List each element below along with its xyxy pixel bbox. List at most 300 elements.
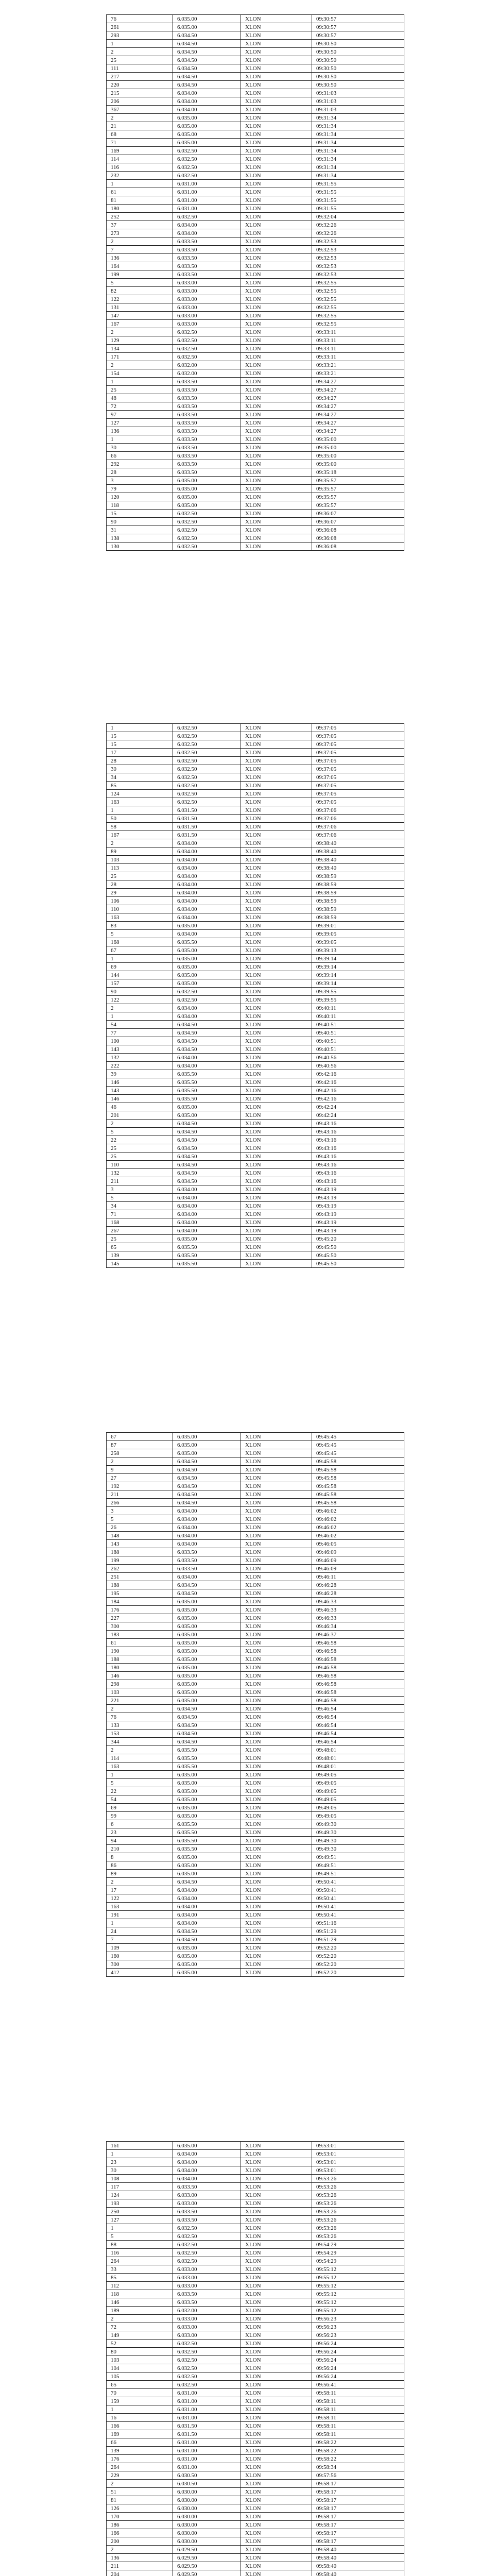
venue-cell: XLON bbox=[241, 1581, 312, 1589]
table-row bbox=[107, 749, 404, 757]
time-cell: 09:36:08 bbox=[312, 526, 404, 534]
table-row bbox=[107, 2331, 404, 2340]
volume-cell: 146 bbox=[107, 1078, 173, 1087]
table-row bbox=[107, 1804, 404, 1812]
time-cell: 09:31:55 bbox=[312, 180, 404, 188]
time-cell: 09:32:53 bbox=[312, 254, 404, 262]
volume-cell: 2 bbox=[107, 361, 173, 369]
time-cell: 09:35:57 bbox=[312, 501, 404, 510]
volume-cell: 124 bbox=[107, 2191, 173, 2199]
time-cell: 09:37:05 bbox=[312, 724, 404, 732]
table-row bbox=[107, 526, 404, 534]
volume-cell: 17 bbox=[107, 749, 173, 757]
venue-cell: XLON bbox=[241, 2422, 312, 2430]
time-cell: 09:46:58 bbox=[312, 1655, 404, 1664]
table-row bbox=[107, 40, 404, 48]
volume-cell: 169 bbox=[107, 147, 173, 155]
volume-cell: 66 bbox=[107, 2438, 173, 2447]
time-cell: 09:40:51 bbox=[312, 1037, 404, 1045]
time-cell: 09:30:50 bbox=[312, 40, 404, 48]
table-row bbox=[107, 988, 404, 996]
time-cell: 09:38:59 bbox=[312, 913, 404, 922]
time-cell: 09:49:51 bbox=[312, 1870, 404, 1878]
table-row bbox=[107, 1919, 404, 1927]
venue-cell: XLON bbox=[241, 477, 312, 485]
venue-cell: XLON bbox=[241, 1021, 312, 1029]
venue-cell: XLON bbox=[241, 880, 312, 889]
time-cell: 09:45:50 bbox=[312, 1243, 404, 1251]
time-cell: 09:46:02 bbox=[312, 1515, 404, 1523]
price-cell: 6.030.00 bbox=[173, 2496, 241, 2504]
volume-cell: 169 bbox=[107, 2430, 173, 2438]
table-row bbox=[107, 1969, 404, 1977]
price-cell: 6.034.00 bbox=[173, 1054, 241, 1062]
volume-cell: 132 bbox=[107, 1169, 173, 1177]
table-row bbox=[107, 1458, 404, 1466]
volume-cell: 166 bbox=[107, 2529, 173, 2537]
price-cell: 6.032.50 bbox=[173, 2232, 241, 2241]
volume-cell: 2 bbox=[107, 1458, 173, 1466]
volume-cell: 266 bbox=[107, 1499, 173, 1507]
venue-cell: XLON bbox=[241, 1474, 312, 1482]
table-row bbox=[107, 501, 404, 510]
venue-cell: XLON bbox=[241, 1260, 312, 1268]
volume-cell: 1 bbox=[107, 2224, 173, 2232]
time-cell: 09:37:05 bbox=[312, 798, 404, 806]
table-row bbox=[107, 427, 404, 435]
time-cell: 09:55:12 bbox=[312, 2265, 404, 2274]
price-cell: 6.034.00 bbox=[173, 97, 241, 106]
table-row bbox=[107, 1936, 404, 1944]
price-cell: 6.034.50 bbox=[173, 1458, 241, 1466]
time-cell: 09:32:53 bbox=[312, 270, 404, 279]
price-cell: 6.034.00 bbox=[173, 1218, 241, 1227]
venue-cell: XLON bbox=[241, 2199, 312, 2208]
venue-cell: XLON bbox=[241, 1820, 312, 1828]
price-cell: 6.034.00 bbox=[173, 1202, 241, 1210]
price-cell: 6.035.00 bbox=[173, 946, 241, 955]
table-row bbox=[107, 81, 404, 89]
time-cell: 09:46:05 bbox=[312, 1540, 404, 1548]
table-row bbox=[107, 1631, 404, 1639]
venue-cell: XLON bbox=[241, 1120, 312, 1128]
price-cell: 6.033.50 bbox=[173, 460, 241, 468]
table-row bbox=[107, 23, 404, 31]
price-cell: 6.034.50 bbox=[173, 1144, 241, 1153]
time-cell: 09:46:33 bbox=[312, 1614, 404, 1622]
price-cell: 6.033.00 bbox=[173, 2274, 241, 2282]
price-cell: 6.031.50 bbox=[173, 806, 241, 815]
table-row bbox=[107, 1672, 404, 1680]
price-cell: 6.035.00 bbox=[173, 1622, 241, 1631]
price-cell: 6.032.50 bbox=[173, 2257, 241, 2265]
volume-cell: 1 bbox=[107, 724, 173, 732]
time-cell: 09:35:57 bbox=[312, 493, 404, 501]
venue-cell: XLON bbox=[241, 534, 312, 543]
venue-cell: XLON bbox=[241, 526, 312, 534]
volume-cell: 220 bbox=[107, 81, 173, 89]
volume-cell: 81 bbox=[107, 196, 173, 205]
time-cell: 09:35:57 bbox=[312, 485, 404, 493]
price-cell: 6.033.50 bbox=[173, 419, 241, 427]
time-cell: 09:31:34 bbox=[312, 139, 404, 147]
time-cell: 09:31:34 bbox=[312, 147, 404, 155]
table-row bbox=[107, 2348, 404, 2356]
table-row bbox=[107, 979, 404, 988]
time-cell: 09:45:58 bbox=[312, 1474, 404, 1482]
table-row bbox=[107, 361, 404, 369]
price-cell: 6.034.00 bbox=[173, 221, 241, 229]
table-row bbox=[107, 336, 404, 345]
volume-cell: 188 bbox=[107, 1655, 173, 1664]
venue-cell: XLON bbox=[241, 823, 312, 831]
price-cell: 6.032.50 bbox=[173, 526, 241, 534]
venue-cell: XLON bbox=[241, 1795, 312, 1804]
table-row bbox=[107, 353, 404, 361]
table-row bbox=[107, 971, 404, 979]
volume-cell: 23 bbox=[107, 2158, 173, 2166]
volume-cell: 120 bbox=[107, 493, 173, 501]
trades-table-body bbox=[107, 2142, 404, 2576]
price-cell: 6.034.00 bbox=[173, 1894, 241, 1903]
time-cell: 09:46:34 bbox=[312, 1622, 404, 1631]
time-cell: 09:50:41 bbox=[312, 1894, 404, 1903]
price-cell: 6.034.00 bbox=[173, 930, 241, 938]
table-row bbox=[107, 1556, 404, 1565]
volume-cell: 124 bbox=[107, 790, 173, 798]
venue-cell: XLON bbox=[241, 81, 312, 89]
price-cell: 6.035.00 bbox=[173, 1787, 241, 1795]
table-row bbox=[107, 1886, 404, 1894]
price-cell: 6.035.00 bbox=[173, 114, 241, 122]
time-cell: 09:50:41 bbox=[312, 1878, 404, 1886]
price-cell: 6.032.50 bbox=[173, 155, 241, 163]
venue-cell: XLON bbox=[241, 2529, 312, 2537]
table-row bbox=[107, 1169, 404, 1177]
price-cell: 6.031.00 bbox=[173, 2405, 241, 2414]
venue-cell: XLON bbox=[241, 402, 312, 411]
time-cell: 09:30:50 bbox=[312, 48, 404, 56]
time-cell: 09:42:24 bbox=[312, 1103, 404, 1111]
time-cell: 09:46:28 bbox=[312, 1581, 404, 1589]
price-cell: 6.032.50 bbox=[173, 345, 241, 353]
price-cell: 6.035.00 bbox=[173, 1960, 241, 1969]
table-row bbox=[107, 2480, 404, 2488]
price-cell: 6.031.50 bbox=[173, 815, 241, 823]
time-cell: 09:50:41 bbox=[312, 1911, 404, 1919]
table-row bbox=[107, 1845, 404, 1853]
table-row bbox=[107, 435, 404, 444]
time-cell: 09:49:30 bbox=[312, 1837, 404, 1845]
time-cell: 09:40:56 bbox=[312, 1054, 404, 1062]
time-cell: 09:37:05 bbox=[312, 757, 404, 765]
volume-cell: 90 bbox=[107, 988, 173, 996]
venue-cell: XLON bbox=[241, 1697, 312, 1705]
table-row bbox=[107, 2562, 404, 2570]
table-row bbox=[107, 1177, 404, 1185]
price-cell: 6.032.50 bbox=[173, 988, 241, 996]
table-row bbox=[107, 518, 404, 526]
table-row bbox=[107, 1598, 404, 1606]
price-cell: 6.033.50 bbox=[173, 435, 241, 444]
price-cell: 6.034.50 bbox=[173, 1120, 241, 1128]
venue-cell: XLON bbox=[241, 1878, 312, 1886]
price-cell: 6.034.00 bbox=[173, 1532, 241, 1540]
table-row bbox=[107, 1111, 404, 1120]
price-cell: 6.034.50 bbox=[173, 40, 241, 48]
venue-cell: XLON bbox=[241, 988, 312, 996]
time-cell: 09:46:58 bbox=[312, 1680, 404, 1688]
volume-cell: 116 bbox=[107, 163, 173, 172]
price-cell: 6.035.00 bbox=[173, 1853, 241, 1861]
volume-cell: 22 bbox=[107, 1136, 173, 1144]
price-cell: 6.034.00 bbox=[173, 913, 241, 922]
time-cell: 09:58:40 bbox=[312, 2562, 404, 2570]
volume-cell: 183 bbox=[107, 1631, 173, 1639]
volume-cell: 148 bbox=[107, 1532, 173, 1540]
price-cell: 6.033.50 bbox=[173, 2208, 241, 2216]
venue-cell: XLON bbox=[241, 1128, 312, 1136]
volume-cell: 146 bbox=[107, 1095, 173, 1103]
venue-cell: XLON bbox=[241, 213, 312, 221]
table-row bbox=[107, 2224, 404, 2232]
volume-cell: 27 bbox=[107, 1474, 173, 1482]
time-cell: 09:43:16 bbox=[312, 1169, 404, 1177]
price-cell: 6.035.50 bbox=[173, 1746, 241, 1754]
price-cell: 6.035.50 bbox=[173, 1762, 241, 1771]
table-row bbox=[107, 1210, 404, 1218]
venue-cell: XLON bbox=[241, 913, 312, 922]
price-cell: 6.032.50 bbox=[173, 724, 241, 732]
volume-cell: 153 bbox=[107, 1730, 173, 1738]
table-row bbox=[107, 2150, 404, 2158]
time-cell: 09:34:27 bbox=[312, 427, 404, 435]
venue-cell: XLON bbox=[241, 122, 312, 130]
venue-cell: XLON bbox=[241, 1589, 312, 1598]
table-row bbox=[107, 2307, 404, 2315]
volume-cell: 25 bbox=[107, 1153, 173, 1161]
venue-cell: XLON bbox=[241, 1672, 312, 1680]
venue-cell: XLON bbox=[241, 114, 312, 122]
price-cell: 6.030.00 bbox=[173, 2521, 241, 2529]
volume-cell: 2 bbox=[107, 238, 173, 246]
volume-cell: 204 bbox=[107, 2570, 173, 2576]
price-cell: 6.032.50 bbox=[173, 2348, 241, 2356]
table-row bbox=[107, 411, 404, 419]
volume-cell: 215 bbox=[107, 89, 173, 97]
volume-cell: 171 bbox=[107, 353, 173, 361]
venue-cell: XLON bbox=[241, 1185, 312, 1194]
price-cell: 6.032.50 bbox=[173, 2340, 241, 2348]
price-cell: 6.034.00 bbox=[173, 897, 241, 905]
time-cell: 09:42:16 bbox=[312, 1095, 404, 1103]
volume-cell: 15 bbox=[107, 510, 173, 518]
venue-cell: XLON bbox=[241, 1103, 312, 1111]
price-cell: 6.035.00 bbox=[173, 1235, 241, 1243]
volume-cell: 200 bbox=[107, 2537, 173, 2546]
time-cell: 09:49:05 bbox=[312, 1804, 404, 1812]
venue-cell: XLON bbox=[241, 1029, 312, 1037]
volume-cell: 2 bbox=[107, 48, 173, 56]
volume-cell: 2 bbox=[107, 2315, 173, 2323]
venue-cell: XLON bbox=[241, 1144, 312, 1153]
table-row bbox=[107, 1787, 404, 1795]
venue-cell: XLON bbox=[241, 444, 312, 452]
price-cell: 6.035.00 bbox=[173, 922, 241, 930]
venue-cell: XLON bbox=[241, 2546, 312, 2554]
table-row bbox=[107, 913, 404, 922]
time-cell: 09:52:20 bbox=[312, 1952, 404, 1960]
volume-cell: 144 bbox=[107, 971, 173, 979]
price-cell: 6.032.50 bbox=[173, 2364, 241, 2372]
volume-cell: 1 bbox=[107, 806, 173, 815]
table-row bbox=[107, 2422, 404, 2430]
venue-cell: XLON bbox=[241, 279, 312, 287]
venue-cell: XLON bbox=[241, 2414, 312, 2422]
venue-cell: XLON bbox=[241, 2208, 312, 2216]
volume-cell: 72 bbox=[107, 2323, 173, 2331]
volume-cell: 210 bbox=[107, 1845, 173, 1853]
table-row bbox=[107, 477, 404, 485]
venue-cell: XLON bbox=[241, 328, 312, 336]
table-row bbox=[107, 1128, 404, 1136]
time-cell: 09:34:27 bbox=[312, 411, 404, 419]
venue-cell: XLON bbox=[241, 510, 312, 518]
price-cell: 6.034.00 bbox=[173, 1886, 241, 1894]
venue-cell: XLON bbox=[241, 946, 312, 955]
time-cell: 09:43:19 bbox=[312, 1185, 404, 1194]
venue-cell: XLON bbox=[241, 2480, 312, 2488]
price-cell: 6.034.50 bbox=[173, 1045, 241, 1054]
time-cell: 09:53:26 bbox=[312, 2199, 404, 2208]
table-row bbox=[107, 2208, 404, 2216]
volume-cell: 129 bbox=[107, 336, 173, 345]
venue-cell: XLON bbox=[241, 361, 312, 369]
time-cell: 09:43:19 bbox=[312, 1210, 404, 1218]
price-cell: 6.034.50 bbox=[173, 1730, 241, 1738]
price-cell: 6.035.00 bbox=[173, 1441, 241, 1449]
venue-cell: XLON bbox=[241, 1655, 312, 1664]
price-cell: 6.034.50 bbox=[173, 1169, 241, 1177]
trades-table-block-4 bbox=[106, 2141, 391, 2576]
table-row bbox=[107, 790, 404, 798]
time-cell: 09:53:26 bbox=[312, 2232, 404, 2241]
table-row bbox=[107, 2315, 404, 2323]
venue-cell: XLON bbox=[241, 2315, 312, 2323]
volume-cell: 1 bbox=[107, 1919, 173, 1927]
venue-cell: XLON bbox=[241, 1713, 312, 1721]
time-cell: 09:33:11 bbox=[312, 336, 404, 345]
time-cell: 09:49:51 bbox=[312, 1853, 404, 1861]
price-cell: 6.035.00 bbox=[173, 130, 241, 139]
price-cell: 6.030.50 bbox=[173, 2471, 241, 2480]
venue-cell: XLON bbox=[241, 1062, 312, 1070]
venue-cell: XLON bbox=[241, 1087, 312, 1095]
time-cell: 09:38:59 bbox=[312, 880, 404, 889]
time-cell: 09:46:54 bbox=[312, 1721, 404, 1730]
table-row bbox=[107, 147, 404, 155]
time-cell: 09:43:16 bbox=[312, 1136, 404, 1144]
venue-cell: XLON bbox=[241, 2142, 312, 2150]
volume-cell: 188 bbox=[107, 1581, 173, 1589]
table-row bbox=[107, 1812, 404, 1820]
table-row bbox=[107, 1466, 404, 1474]
volume-cell: 5 bbox=[107, 1515, 173, 1523]
time-cell: 09:58:17 bbox=[312, 2521, 404, 2529]
venue-cell: XLON bbox=[241, 493, 312, 501]
table-row bbox=[107, 1762, 404, 1771]
price-cell: 6.034.50 bbox=[173, 1021, 241, 1029]
table-row bbox=[107, 2521, 404, 2529]
time-cell: 09:56:23 bbox=[312, 2315, 404, 2323]
price-cell: 6.033.50 bbox=[173, 2298, 241, 2307]
table-row bbox=[107, 493, 404, 501]
trades-table-body bbox=[107, 1433, 404, 1977]
volume-cell: 85 bbox=[107, 2274, 173, 2282]
venue-cell: XLON bbox=[241, 2405, 312, 2414]
time-cell: 09:56:23 bbox=[312, 2331, 404, 2340]
time-cell: 09:58:22 bbox=[312, 2455, 404, 2463]
time-cell: 09:33:21 bbox=[312, 361, 404, 369]
venue-cell: XLON bbox=[241, 1153, 312, 1161]
venue-cell: XLON bbox=[241, 1688, 312, 1697]
table-row bbox=[107, 2249, 404, 2257]
price-cell: 6.035.00 bbox=[173, 1606, 241, 1614]
price-cell: 6.033.00 bbox=[173, 320, 241, 328]
venue-cell: XLON bbox=[241, 1499, 312, 1507]
time-cell: 09:46:09 bbox=[312, 1556, 404, 1565]
venue-cell: XLON bbox=[241, 435, 312, 444]
time-cell: 09:45:58 bbox=[312, 1499, 404, 1507]
table-row bbox=[107, 1721, 404, 1730]
time-cell: 09:46:11 bbox=[312, 1573, 404, 1581]
table-row bbox=[107, 2537, 404, 2546]
volume-cell: 90 bbox=[107, 518, 173, 526]
volume-cell: 166 bbox=[107, 2422, 173, 2430]
time-cell: 09:31:03 bbox=[312, 106, 404, 114]
table-row bbox=[107, 419, 404, 427]
volume-cell: 206 bbox=[107, 97, 173, 106]
time-cell: 09:46:02 bbox=[312, 1523, 404, 1532]
venue-cell: XLON bbox=[241, 1243, 312, 1251]
price-cell: 6.032.50 bbox=[173, 732, 241, 740]
time-cell: 09:49:51 bbox=[312, 1861, 404, 1870]
time-cell: 09:58:22 bbox=[312, 2447, 404, 2455]
time-cell: 09:35:00 bbox=[312, 460, 404, 468]
price-cell: 6.034.00 bbox=[173, 1185, 241, 1194]
volume-cell: 114 bbox=[107, 155, 173, 163]
price-cell: 6.034.50 bbox=[173, 1499, 241, 1507]
time-cell: 09:39:55 bbox=[312, 996, 404, 1004]
price-cell: 6.034.00 bbox=[173, 2150, 241, 2158]
venue-cell: XLON bbox=[241, 773, 312, 782]
time-cell: 09:51:29 bbox=[312, 1936, 404, 1944]
price-cell: 6.034.50 bbox=[173, 64, 241, 73]
table-row bbox=[107, 1903, 404, 1911]
price-cell: 6.032.50 bbox=[173, 2381, 241, 2389]
price-cell: 6.035.50 bbox=[173, 1251, 241, 1260]
table-row bbox=[107, 254, 404, 262]
time-cell: 09:46:33 bbox=[312, 1606, 404, 1614]
price-cell: 6.035.50 bbox=[173, 938, 241, 946]
price-cell: 6.032.50 bbox=[173, 790, 241, 798]
table-row bbox=[107, 246, 404, 254]
price-cell: 6.032.50 bbox=[173, 2356, 241, 2364]
volume-cell: 261 bbox=[107, 23, 173, 31]
time-cell: 09:37:05 bbox=[312, 765, 404, 773]
price-cell: 6.034.00 bbox=[173, 1911, 241, 1919]
table-row bbox=[107, 2504, 404, 2513]
